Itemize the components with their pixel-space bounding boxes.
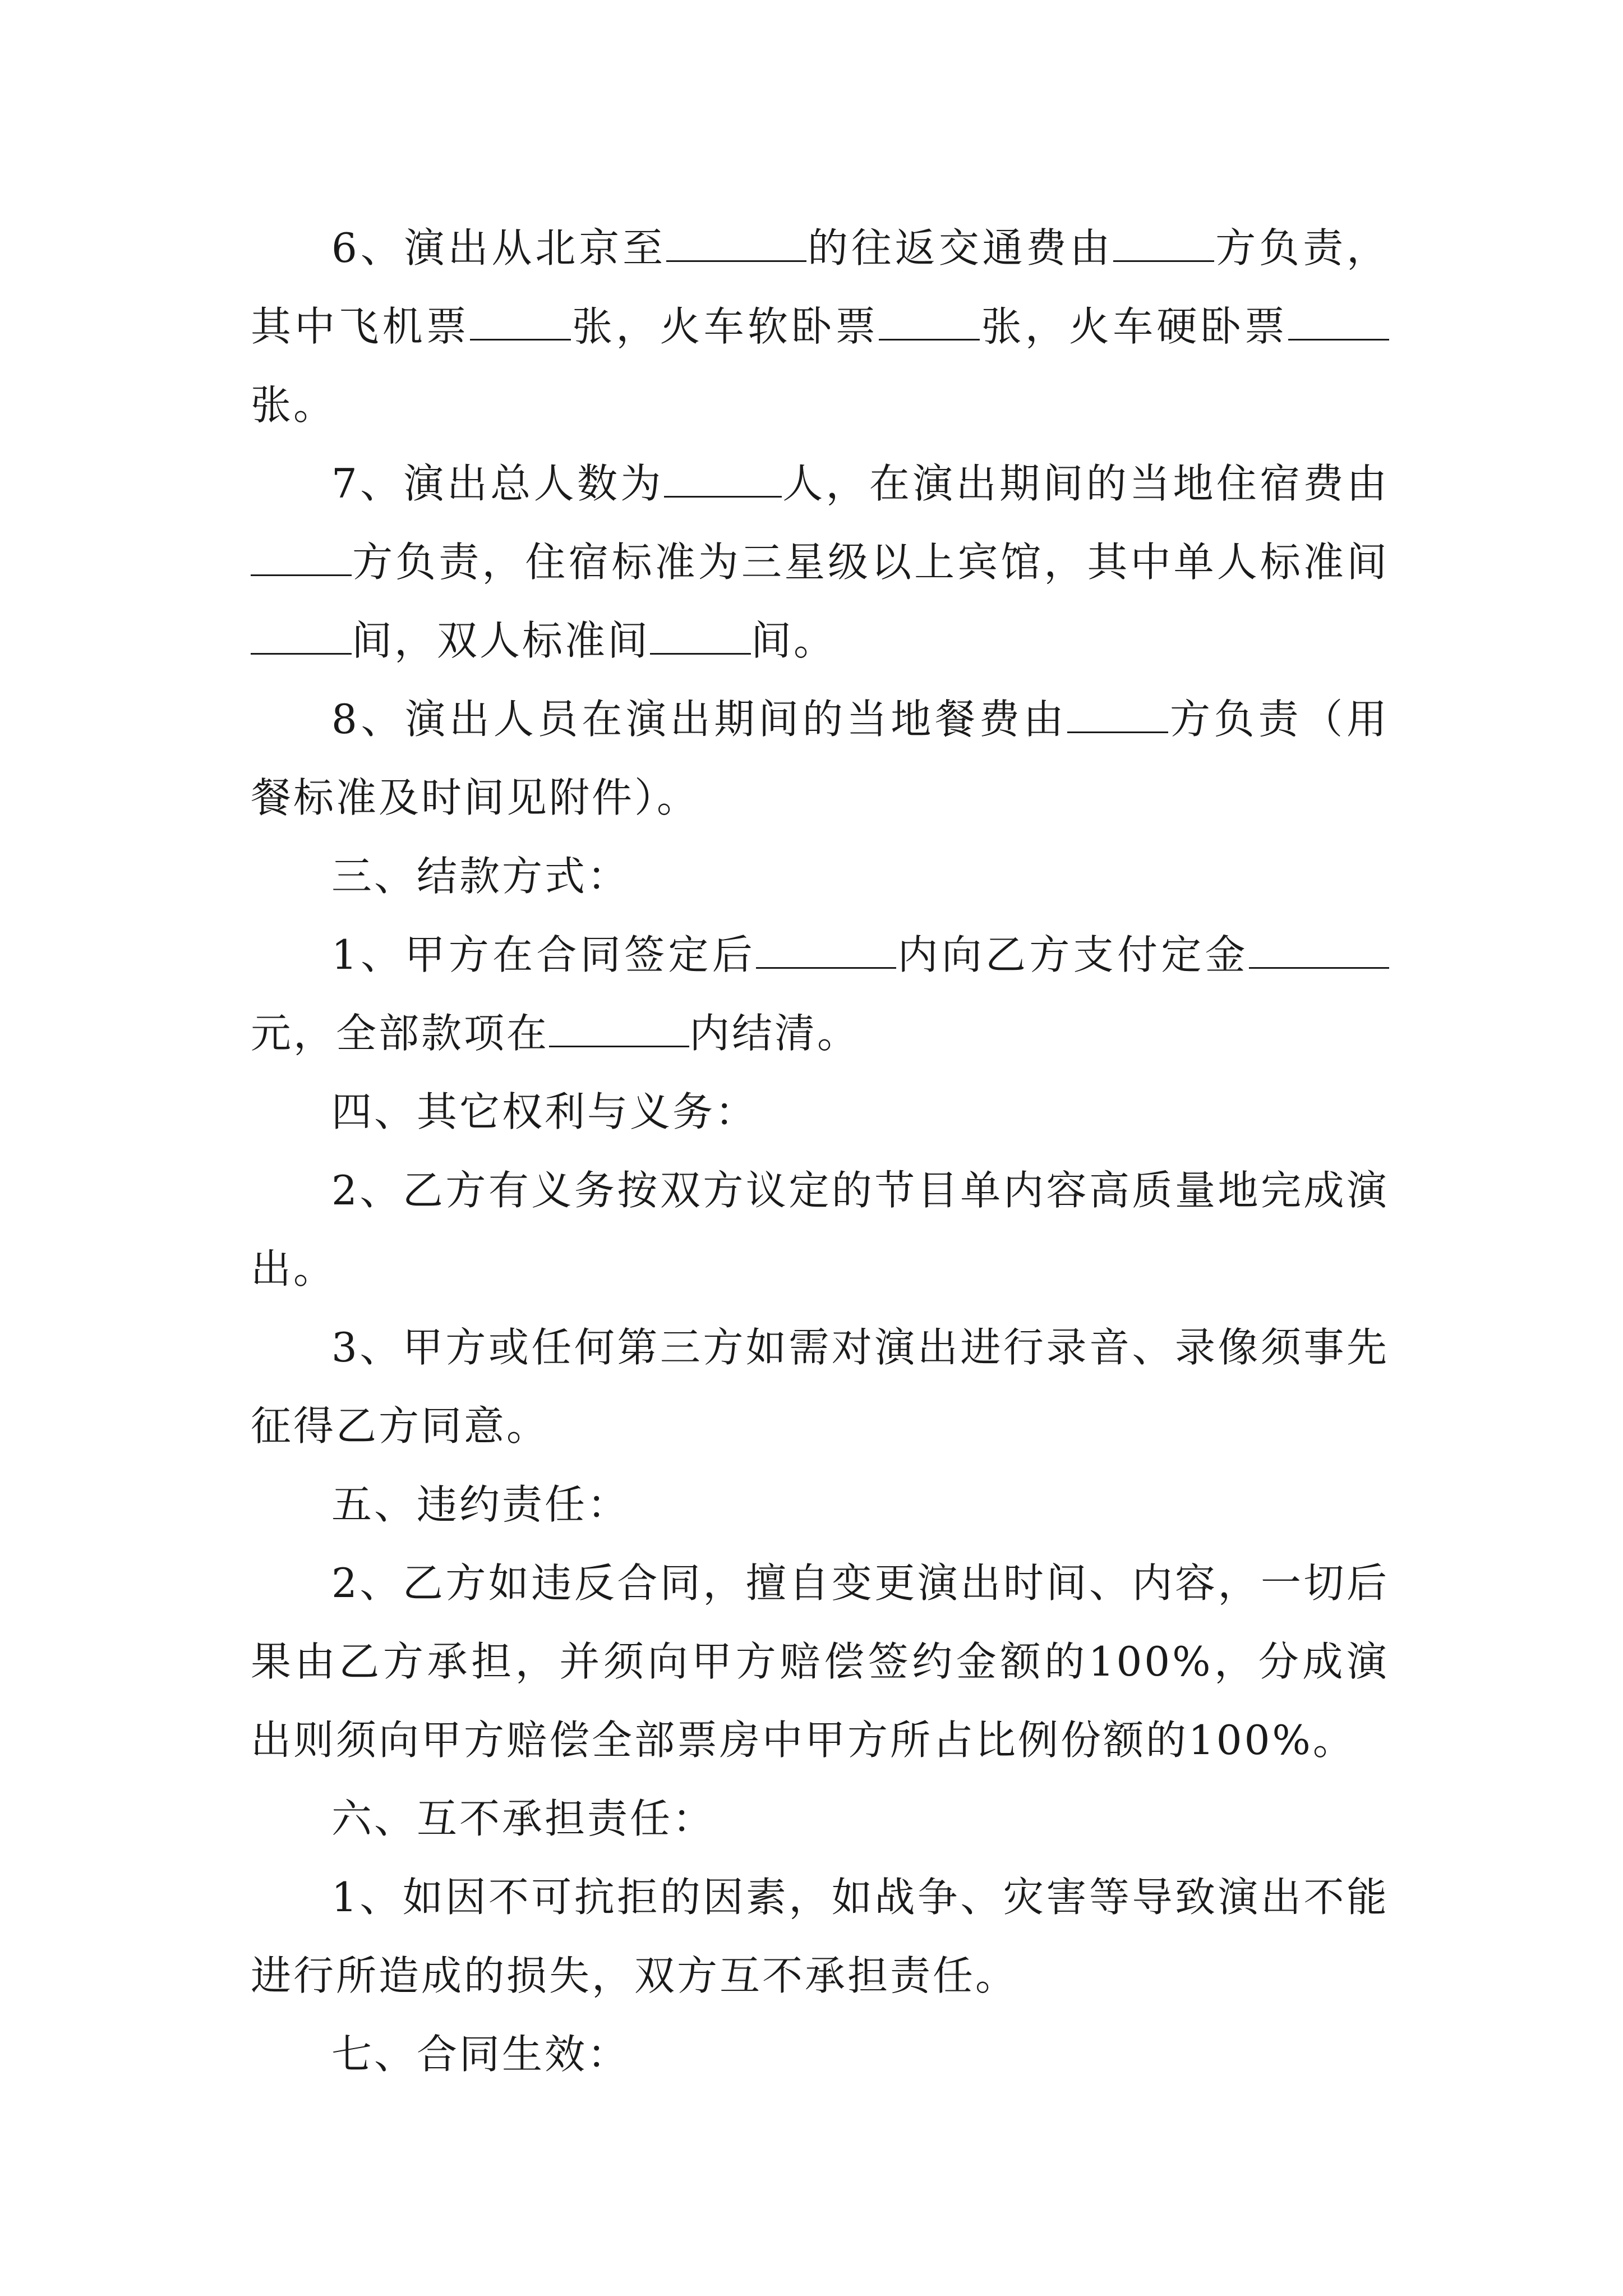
clause-8-text-2: 方负责（用餐标准及时间见附件）。	[251, 696, 1389, 821]
clause-7-text-5: 间。	[751, 617, 837, 664]
blank-meal-party	[1067, 698, 1168, 733]
clause-6-1: 1、如因不可抗拒的因素，如战争、灾害等导致演出不能进行所造成的损失，双方互不承担责任。	[251, 1874, 1389, 1999]
section-7-heading: 七、合同生效：	[331, 2031, 630, 2078]
document-body	[251, 209, 1389, 2093]
section-5-heading: 五、违约责任：	[331, 1481, 630, 1528]
blank-deposit-period	[756, 933, 896, 969]
clause-8-meals	[251, 680, 1389, 837]
blank-hard-sleeper	[1288, 305, 1389, 341]
clause-6-text-4: 张，火车软卧票	[570, 303, 879, 350]
clause-4-2: 2、乙方有义务按双方议定的节目单内容高质量地完成演出。	[251, 1167, 1389, 1292]
clause-4-3: 3、甲方或任何第三方如需对演出进行录音、录像须事先征得乙方同意。	[251, 1324, 1389, 1450]
blank-lodging-party	[251, 541, 352, 576]
blank-destination	[666, 227, 806, 262]
blank-settlement-period	[549, 1012, 689, 1047]
blank-soft-sleeper	[879, 305, 980, 341]
clause-6-text-6: 张。	[251, 381, 336, 429]
section-6-heading: 六、互不承担责任：	[331, 1795, 716, 1842]
clause-3-1-text-1: 1、甲方在合同签定后	[331, 931, 757, 978]
clause-7-text-1: 7、演出总人数为	[331, 460, 664, 507]
clause-3-1-text-2: 内向乙方支付定金	[896, 931, 1249, 978]
clause-7-text-2: 人，在演出期间的当地住宿费由	[781, 460, 1389, 507]
blank-plane-tickets	[470, 305, 571, 341]
clause-6-text-3: 方负责，其中飞机票	[251, 224, 1389, 350]
clause-5-2: 2、乙方如违反合同，擅自变更演出时间、内容，一切后果由乙方承担，并须向甲方赔偿签约金额的100%，分成演出则须向甲方赔偿全部票房中甲方所占比例份额的100%。	[251, 1559, 1389, 1764]
clause-6-text-1: 6、演出从北京至	[331, 224, 667, 272]
blank-transport-party	[1113, 227, 1214, 262]
clause-6-transport	[251, 209, 1389, 444]
clause-7-text-4: 间，双人标准间	[352, 617, 651, 664]
blank-headcount	[664, 462, 782, 498]
clause-3-1-payment	[251, 915, 1389, 1073]
clause-6-text-2: 的往返交通费由	[806, 224, 1114, 272]
clause-3-1-text-4: 内结清。	[689, 1010, 860, 1057]
clause-6-text-5: 张，火车硬卧票	[980, 303, 1288, 350]
clause-3-1-text-3: 元，全部款项在	[251, 1010, 550, 1057]
section-3-heading: 三、结款方式：	[331, 853, 630, 900]
clause-7-text-3: 方负责，住宿标准为三星级以上宾馆，其中单人标准间	[352, 539, 1389, 586]
clause-7-accommodation	[251, 444, 1389, 680]
blank-deposit-amount	[1249, 933, 1389, 969]
section-4-heading: 四、其它权利与义务：	[331, 1088, 758, 1135]
blank-single-rooms	[251, 619, 352, 655]
blank-double-rooms	[650, 619, 751, 655]
clause-8-text-1: 8、演出人员在演出期间的当地餐费由	[331, 696, 1068, 743]
